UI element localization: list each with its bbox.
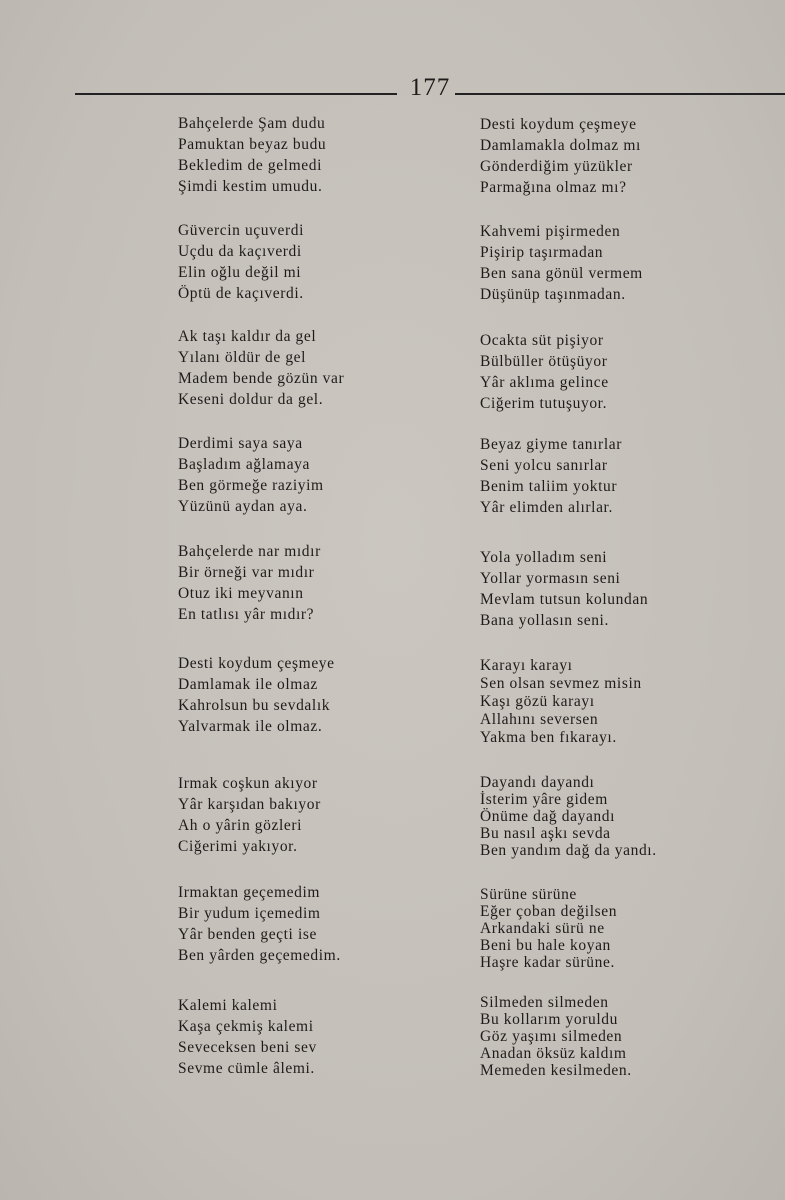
- stanza: [480, 434, 720, 518]
- poem-line: Kahrolsun bu sevdalık: [178, 697, 331, 714]
- poem-line: Karayı karayı: [480, 657, 573, 674]
- poem-line: Sürüne sürüne: [480, 886, 577, 903]
- stanza: [178, 326, 408, 410]
- poem-line: Ben görmeğe raziyim: [178, 477, 324, 494]
- poem-line: Güvercin uçuverdi: [178, 222, 304, 239]
- poem-line: Mevlam tutsun kolundan: [480, 591, 649, 608]
- stanza: [480, 547, 720, 631]
- stanza: [480, 221, 720, 305]
- poem-line: Bana yollasın seni.: [480, 612, 609, 629]
- stanza: [178, 653, 408, 737]
- page-number: 177: [409, 74, 451, 101]
- poem-line: Eğer çoban değilsen: [480, 903, 618, 920]
- poem-line: Madem bende gözün var: [178, 370, 345, 387]
- poem-line: Yılanı öldür de gel: [178, 349, 307, 366]
- poem-line: Anadan öksüz kaldım: [480, 1045, 627, 1062]
- poem-line: Yalvarmak ile olmaz.: [178, 718, 323, 735]
- poem-line: Bu nasıl aşkı sevda: [480, 825, 611, 842]
- header-rule-left: [75, 93, 397, 95]
- stanza: [178, 113, 408, 197]
- stanza: [480, 886, 720, 971]
- poem-line: Ben sana gönül vermem: [480, 265, 643, 282]
- poem-line: Yüzünü aydan aya.: [178, 498, 308, 515]
- poem-line: Yâr karşıdan bakıyor: [178, 796, 321, 813]
- poem-line: Önüme dağ dayandı: [480, 808, 616, 825]
- poem-line: Ciğerim tutuşuyor.: [480, 395, 608, 412]
- poem-line: Seni yolcu sanırlar: [480, 457, 608, 474]
- poem-line: Bu kollarım yoruldu: [480, 1011, 618, 1028]
- header-rule-right: [455, 93, 785, 95]
- poem-line: Benim taliim yoktur: [480, 478, 618, 495]
- poem-line: Yollar yormasın seni: [480, 570, 621, 587]
- stanza: [480, 114, 720, 198]
- poem-line: Seveceksen beni sev: [178, 1039, 317, 1056]
- poem-line: Şimdi kestim umudu.: [178, 178, 323, 195]
- poem-line: Yola yolladım seni: [480, 549, 608, 566]
- poem-line: Desti koydum çeşmeye: [480, 116, 637, 133]
- poem-line: Otuz iki meyvanın: [178, 585, 304, 602]
- poem-line: Bahçelerde Şam dudu: [178, 115, 326, 132]
- poem-line: Derdimi saya saya: [178, 435, 303, 452]
- poem-line: Irmaktan geçemedim: [178, 884, 321, 901]
- poem-line: Ciğerimi yakıyor.: [178, 838, 298, 855]
- page-header: [75, 74, 785, 114]
- poem-line: Beni bu hale koyan: [480, 937, 611, 954]
- stanza: [178, 433, 408, 517]
- poem-line: Sen olsan sevmez misin: [480, 675, 642, 692]
- poem-line: En tatlısı yâr mıdır?: [178, 606, 315, 623]
- poem-line: Keseni doldur da gel.: [178, 391, 324, 408]
- stanza: [480, 994, 720, 1079]
- poem-line: Elin oğlu değil mi: [178, 264, 302, 281]
- poem-line: İsterim yâre gidem: [480, 791, 608, 808]
- poem-line: Bir örneği var mıdır: [178, 564, 315, 581]
- stanza: [178, 773, 408, 857]
- poem-line: Beyaz giyme tanırlar: [480, 436, 622, 453]
- poem-line: Yakma ben fıkarayı.: [480, 729, 617, 746]
- poem-line: Allahını seversen: [480, 711, 599, 728]
- poem-line: Desti koydum çeşmeye: [178, 655, 335, 672]
- poem-line: Damlamak ile olmaz: [178, 676, 318, 693]
- poem-line: Düşünüp taşınmadan.: [480, 286, 626, 303]
- poem-line: Parmağına olmaz mı?: [480, 179, 627, 196]
- poem-line: Ben yandım dağ da yandı.: [480, 842, 657, 859]
- poem-line: Bir yudum içemedim: [178, 905, 321, 922]
- poem-line: Ocakta süt pişiyor: [480, 332, 604, 349]
- stanza: [178, 220, 408, 304]
- poem-line: Ak taşı kaldır da gel: [178, 328, 317, 345]
- poem-line: Öptü de kaçıverdi.: [178, 285, 304, 302]
- poem-line: Damlamakla dolmaz mı: [480, 137, 641, 154]
- poem-line: Silmeden silmeden: [480, 994, 609, 1011]
- poem-line: Başladım ağlamaya: [178, 456, 311, 473]
- poem-line: Irmak coşkun akıyor: [178, 775, 318, 792]
- poem-line: Bahçelerde nar mıdır: [178, 543, 321, 560]
- stanza: [480, 330, 720, 414]
- poem-line: Haşre kadar sürüne.: [480, 954, 615, 971]
- poem-line: Göz yaşımı silmeden: [480, 1028, 623, 1045]
- poem-line: Kahvemi pişirmeden: [480, 223, 621, 240]
- poem-line: Ah o yârin gözleri: [178, 817, 302, 834]
- stanza: [178, 995, 408, 1079]
- poem-line: Uçdu da kaçıverdi: [178, 243, 302, 260]
- poem-line: Memeden kesilmeden.: [480, 1062, 632, 1079]
- poem-line: Bülbüller ötüşüyor: [480, 353, 608, 370]
- poem-line: Yâr aklıma gelince: [480, 374, 609, 391]
- poem-line: Yâr benden geçti ise: [178, 926, 317, 943]
- poem-line: Pamuktan beyaz budu: [178, 136, 327, 153]
- stanza: [178, 541, 408, 625]
- poem-line: Kalemi kalemi: [178, 997, 278, 1014]
- poem-line: Kaşı gözü karayı: [480, 693, 595, 710]
- poem-line: Ben yârden geçemedim.: [178, 947, 341, 964]
- poem-line: Kaşa çekmiş kalemi: [178, 1018, 314, 1035]
- stanza: [480, 657, 720, 747]
- poem-line: Bekledim de gelmedi: [178, 157, 322, 174]
- stanza: [178, 882, 408, 966]
- poem-line: Gönderdiğim yüzükler: [480, 158, 633, 175]
- poem-line: Dayandı dayandı: [480, 774, 595, 791]
- poem-line: Sevme cümle âlemi.: [178, 1060, 315, 1077]
- poem-line: Yâr elimden alırlar.: [480, 499, 613, 516]
- poem-line: Arkandaki sürü ne: [480, 920, 605, 937]
- stanza: [480, 774, 720, 859]
- poem-line: Pişirip taşırmadan: [480, 244, 604, 261]
